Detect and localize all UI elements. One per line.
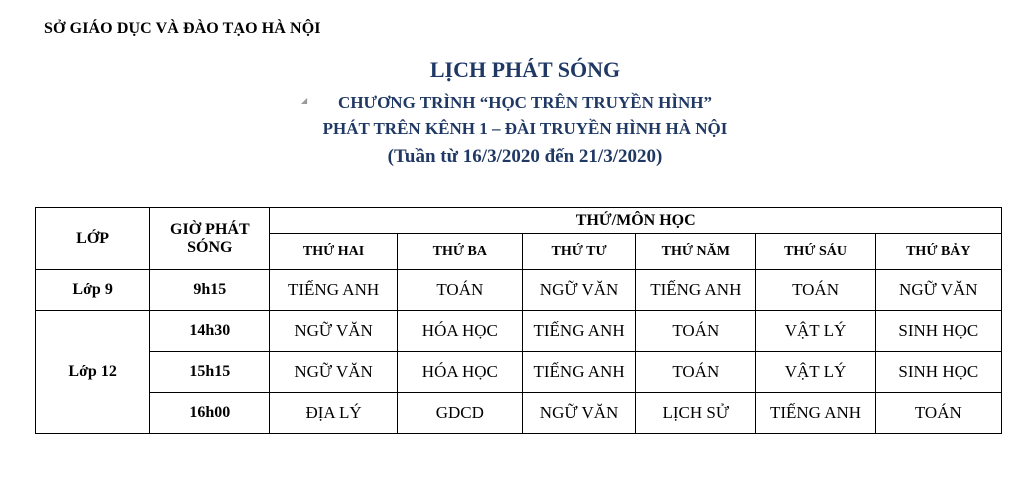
subject-cell: SINH HỌC	[875, 352, 1001, 393]
subject-cell: TIẾNG ANH	[270, 270, 397, 311]
subject-cell: ĐỊA LÝ	[270, 393, 397, 434]
subject-cell: NGỮ VĂN	[522, 270, 635, 311]
subject-cell: NGỮ VĂN	[270, 352, 397, 393]
subject-cell: TOÁN	[875, 393, 1001, 434]
subject-cell: HÓA HỌC	[397, 352, 522, 393]
subject-cell: TOÁN	[636, 352, 756, 393]
program-subtitle: CHƯƠNG TRÌNH “HỌC TRÊN TRUYỀN HÌNH”	[338, 93, 712, 112]
subject-cell: NGỮ VĂN	[522, 393, 635, 434]
table-header-row	[36, 208, 1002, 234]
subject-cell: NGỮ VĂN	[875, 270, 1001, 311]
class-cell-lop-12: Lớp 12	[36, 311, 150, 434]
subject-cell: TOÁN	[636, 311, 756, 352]
table-row	[36, 352, 1002, 393]
table-row	[36, 270, 1002, 311]
header-day-thu-hai: THỨ HAI	[270, 234, 397, 270]
subject-cell: GDCD	[397, 393, 522, 434]
subject-cell: LỊCH SỬ	[636, 393, 756, 434]
subject-cell: HÓA HỌC	[397, 311, 522, 352]
header-thu-mon-hoc: THỨ/MÔN HỌC	[270, 208, 1002, 234]
subject-cell: VẬT LÝ	[756, 311, 875, 352]
subject-cell: TIẾNG ANH	[756, 393, 875, 434]
subject-cell: VẬT LÝ	[756, 352, 875, 393]
subject-cell: TIẾNG ANH	[522, 311, 635, 352]
subject-cell: TIẾNG ANH	[636, 270, 756, 311]
organization-name: SỞ GIÁO DỤC VÀ ĐÀO TẠO HÀ NỘI	[44, 20, 321, 37]
header-day-thu-tu: THỨ TƯ	[522, 234, 635, 270]
subject-cell: SINH HỌC	[875, 311, 1001, 352]
subject-cell: TOÁN	[756, 270, 875, 311]
header-gio-phat-song: GIỜ PHÁT SÓNG	[150, 208, 270, 270]
paragraph-marker-icon: ◢	[301, 96, 308, 105]
channel-subtitle: PHÁT TRÊN KÊNH 1 – ĐÀI TRUYỀN HÌNH HÀ NỘI	[322, 119, 728, 138]
subject-cell: TIẾNG ANH	[522, 352, 635, 393]
time-cell: 16h00	[150, 393, 270, 434]
time-cell: 15h15	[150, 352, 270, 393]
broadcast-schedule-table	[35, 207, 1002, 434]
header-lop: LỚP	[36, 208, 150, 270]
header-day-thu-sau: THỨ SÁU	[756, 234, 875, 270]
page-title: LỊCH PHÁT SÓNG	[429, 57, 621, 82]
time-cell: 14h30	[150, 311, 270, 352]
table-row	[36, 311, 1002, 352]
class-cell-lop-9: Lớp 9	[36, 270, 150, 311]
time-cell: 9h15	[150, 270, 270, 311]
header-day-thu-bay: THỨ BẢY	[875, 234, 1001, 270]
subject-cell: TOÁN	[397, 270, 522, 311]
table-row	[36, 393, 1002, 434]
week-range: (Tuần từ 16/3/2020 đến 21/3/2020)	[387, 146, 663, 167]
subject-cell: NGỮ VĂN	[270, 311, 397, 352]
header-day-thu-ba: THỨ BA	[397, 234, 522, 270]
header-day-thu-nam: THỨ NĂM	[636, 234, 756, 270]
